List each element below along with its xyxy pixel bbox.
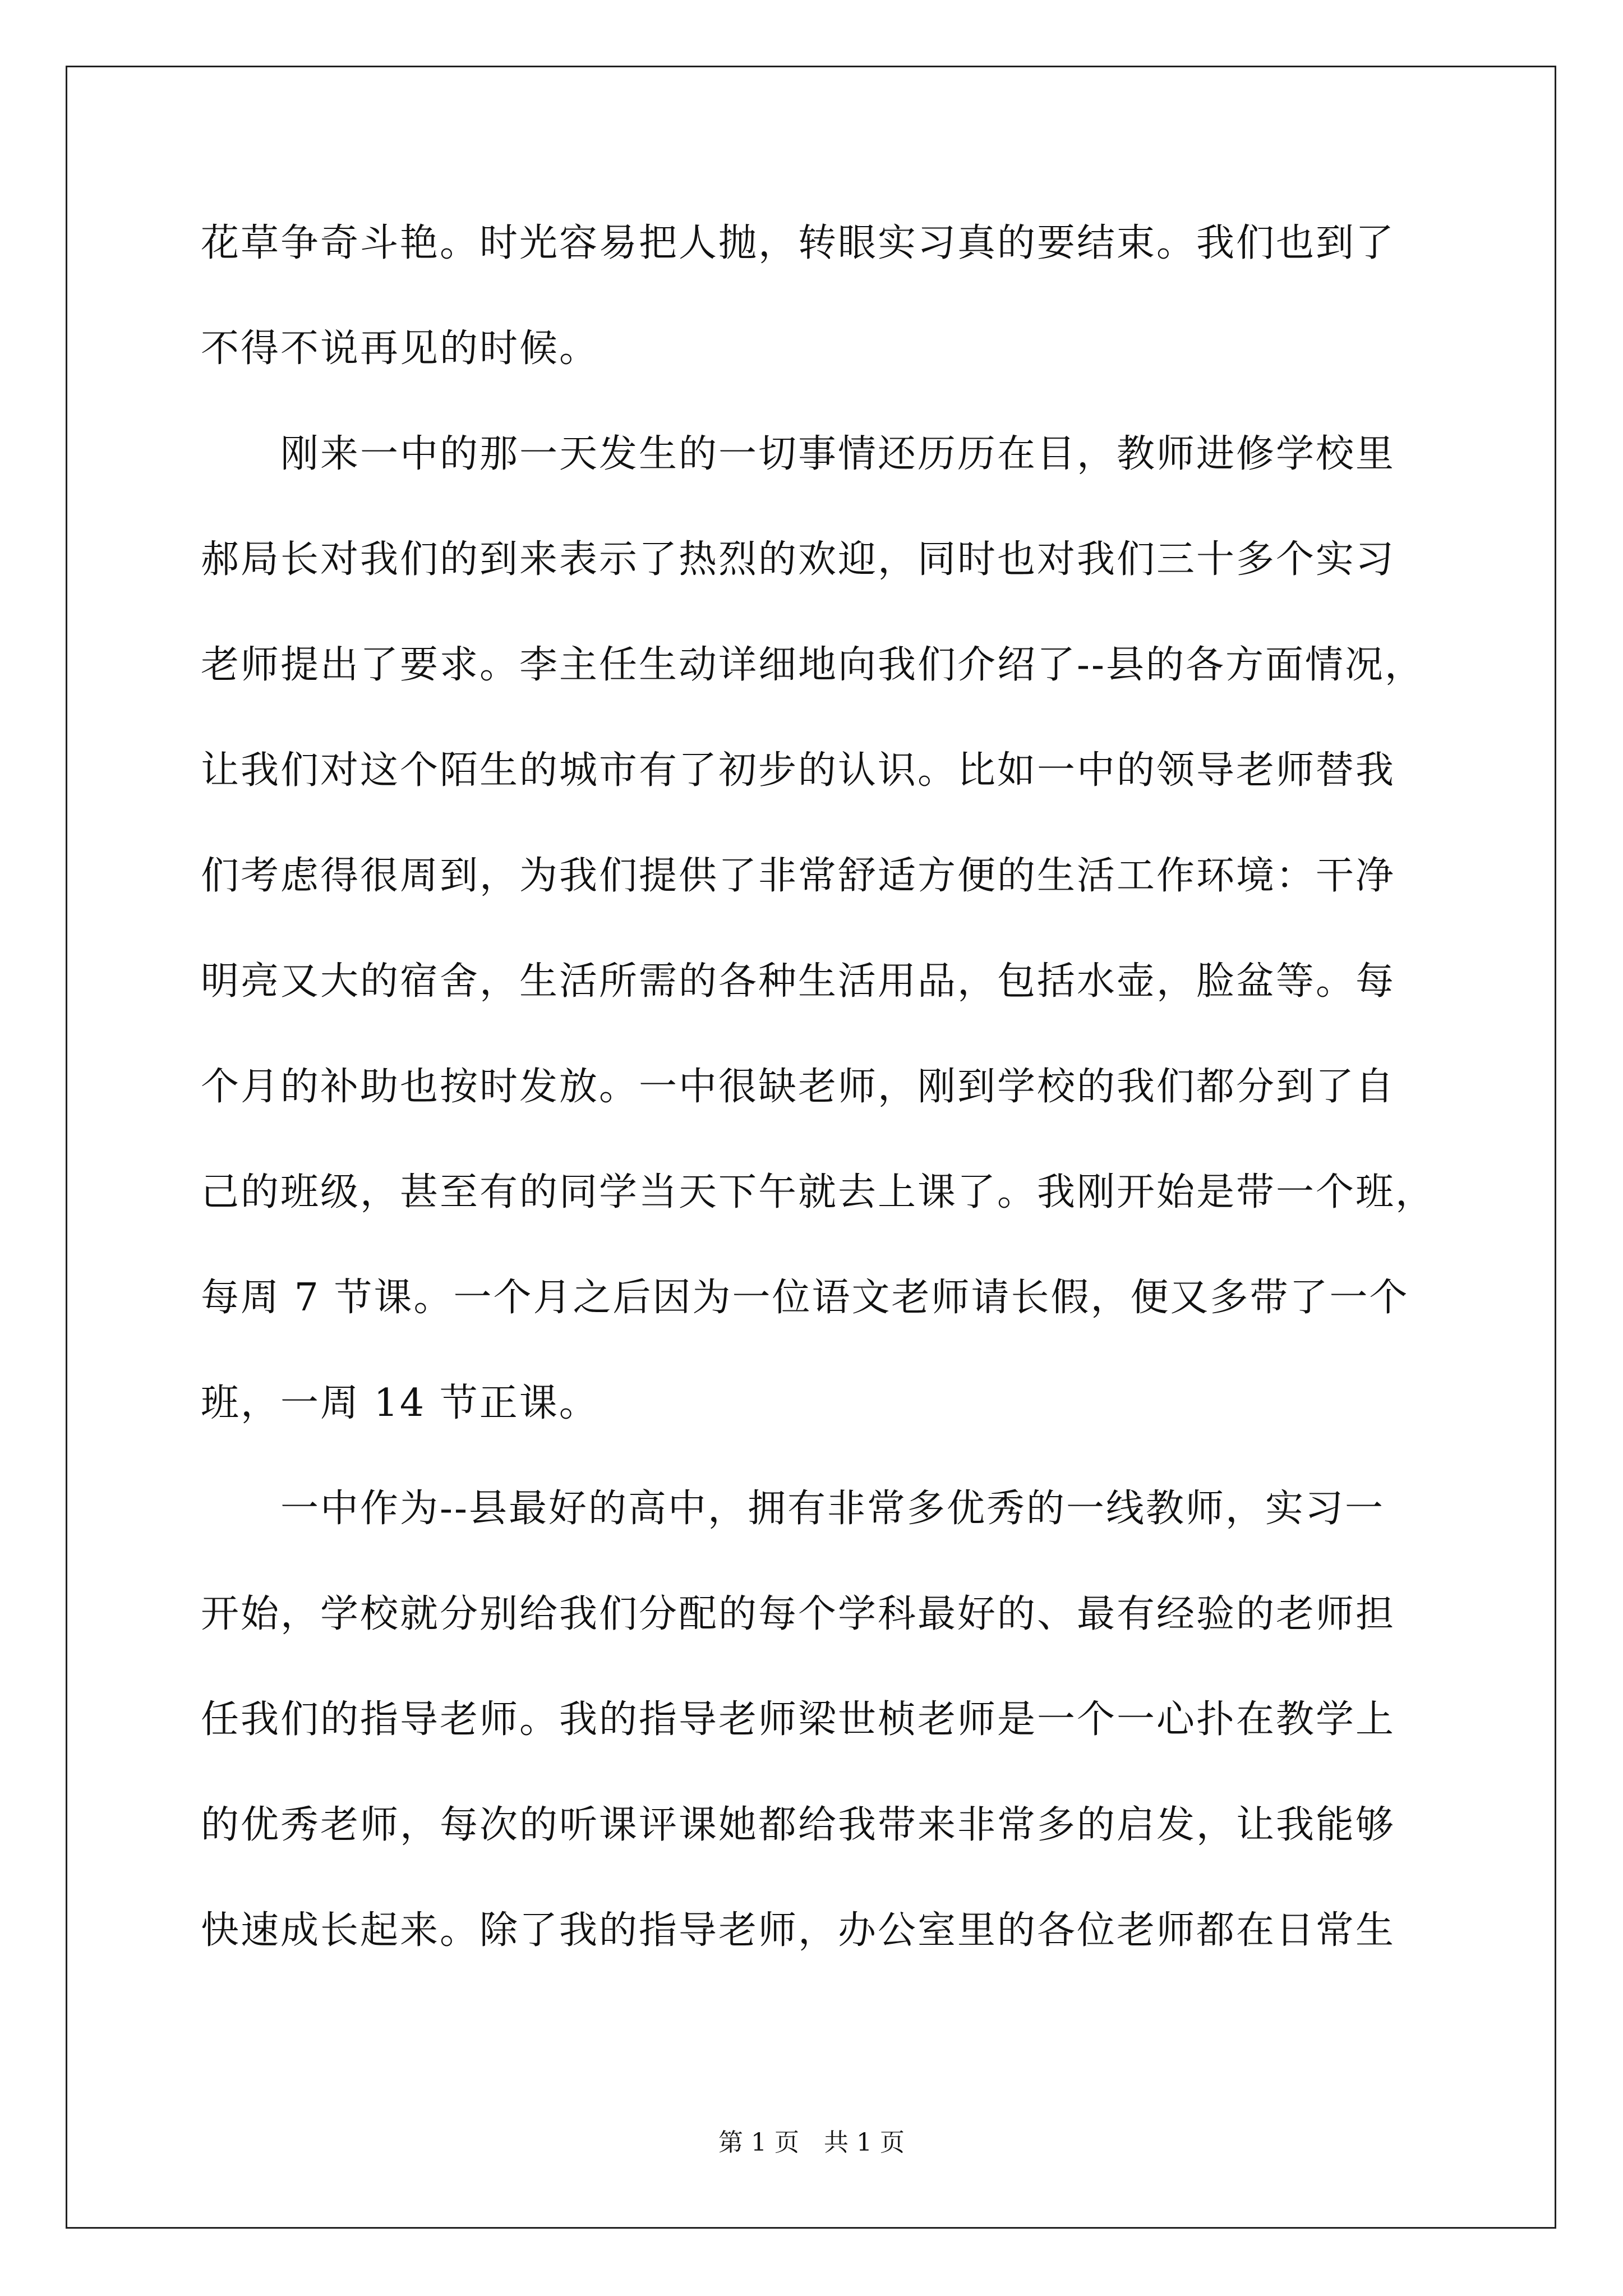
text-line: 们考虑得很周到，为我们提供了非常舒适方便的生活工作环境：干净 <box>201 854 1396 898</box>
text-line: 明亮又大的宿舍，生活所需的各种生活用品，包括水壶，脸盆等。每 <box>201 959 1396 1004</box>
text-line: 不得不说再见的时候。 <box>201 326 600 371</box>
text-line: 任我们的指导老师。我的指导老师梁世桢老师是一个一心扑在教学上 <box>201 1697 1396 1742</box>
text-line: 花草争奇斗艳。时光容易把人抛，转眼实习真的要结束。我们也到了 <box>201 221 1396 265</box>
text-line: 老师提出了要求。李主任生动详细地向我们介绍了--县的各方面情况， <box>201 643 1424 687</box>
text-line: 让我们对这个陌生的城市有了初步的认识。比如一中的领导老师替我 <box>201 748 1396 793</box>
page-number-footer: 第 1 页 共 1 页 <box>718 2128 905 2157</box>
text-line: 个月的补助也按时发放。一中很缺老师，刚到学校的我们都分到了自 <box>201 1065 1396 1109</box>
text-line: 一中作为--县最好的高中，拥有非常多优秀的一线教师，实习一 <box>201 1487 1385 1531</box>
text-line: 的优秀老师，每次的听课评课她都给我带来非常多的启发，让我能够 <box>201 1803 1396 1847</box>
document-body <box>201 191 1435 1984</box>
text-line: 快速成长起来。除了我的指导老师，办公室里的各位老师都在日常生 <box>201 1908 1396 1953</box>
text-line: 每周 7 节课。一个月之后因为一位语文老师请长假，便又多带了一个 <box>201 1276 1409 1320</box>
text-line: 郝局长对我们的到来表示了热烈的欢迎，同时也对我们三十多个实习 <box>201 537 1396 582</box>
text-line: 班，一周 14 节正课。 <box>201 1381 599 1425</box>
text-line: 开始，学校就分别给我们分配的每个学科最好的、最有经验的老师担 <box>201 1592 1396 1636</box>
text-line: 刚来一中的那一天发生的一切事情还历历在目，教师进修学校里 <box>201 432 1396 476</box>
text-line: 己的班级，甚至有的同学当天下午就去上课了。我刚开始是带一个班， <box>201 1170 1436 1214</box>
